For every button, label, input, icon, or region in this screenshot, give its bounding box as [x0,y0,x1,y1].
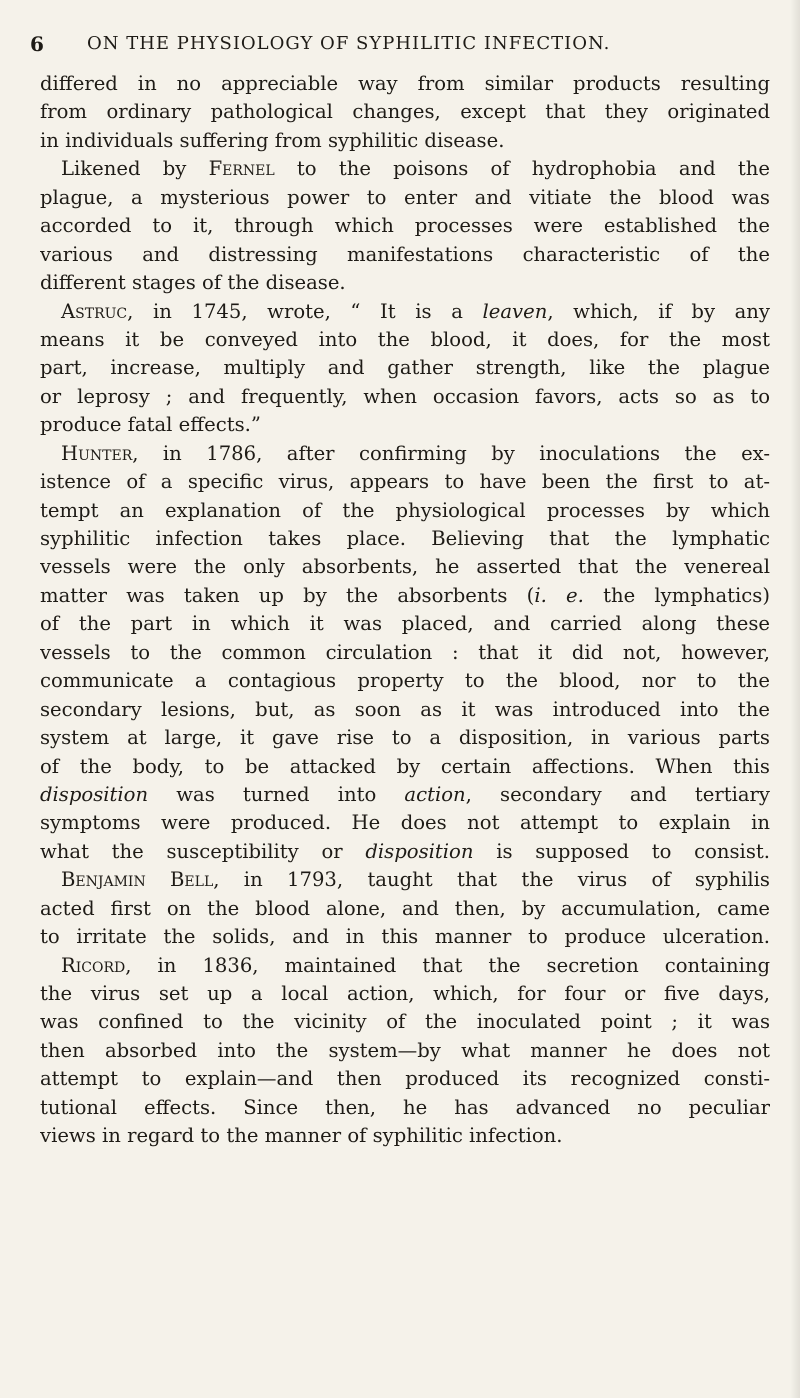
text-line: views in regard to the manner of syphilitic infection. [40,1124,563,1148]
text-line: produce fatal effects.” [40,413,261,437]
text-line: syphilitic infection takes place. Believing that the lymphatic [40,527,770,550]
text-line: istence of a specific virus, appears to have been the first to at- [40,470,770,494]
text-line: of the part in which it was placed, and carried along these [40,612,770,636]
text-line: vessels were the only absorbents, he asserted that the venereal [40,555,770,579]
text-line: Benjamin Bell, in 1793, taught that the virus of syphilis [61,868,770,892]
text-line: differed in no appreciable way from similar products resulting [40,72,770,95]
author-name: Benjamin Bell [61,868,214,892]
text-line: what the susceptibility or disposition is supposed to consist. [40,839,770,863]
text-line: acted first on the blood alone, and then, by accumulation, came [40,896,770,920]
text-line: then absorbed into the system—by what manner he does not [40,1038,770,1062]
text-line: symptoms were produced. He does not attempt to explain in [40,811,770,835]
running-head: ON THE PHYSIOLOGY OF SYPHILITIC INFECTION. [87,33,611,54]
text-line: means it be conveyed into the blood, it does, for the most [40,327,770,351]
text-line: Likened by Fernel to the poisons of hydrophobia and the [61,157,770,181]
text-line: secondary lesions, but, as soon as it was introduced into the [40,697,770,721]
page-header [30,32,770,62]
page-edge-shadow [790,0,800,1398]
text-line: from ordinary pathological changes, except that they originated [40,100,770,124]
author-name: Ricord [61,953,126,977]
page-number: 6 [30,32,45,56]
author-name: Fernel [208,157,275,181]
text-line: Hunter, in 1786, after confirming by inoculations the ex- [61,441,770,465]
text-line: vessels to the common circulation : that it did not, however, [40,640,770,664]
text-line: system at large, it gave rise to a disposition, in various parts [40,726,770,750]
text-line: tempt an explanation of the physiological processes by which [40,498,770,522]
text-line: communicate a contagious property to the blood, nor to the [40,669,770,693]
text-line: plague, a mysterious power to enter and vitiate the blood was [40,185,770,209]
text-line: in individuals suffering from syphilitic disease. [40,128,505,152]
text-line: attempt to explain—and then produced its recognized consti- [40,1067,770,1091]
text-line: was confined to the vicinity of the inoculated point ; it was [40,1010,770,1034]
text-line: matter was taken up by the absorbents (i. e. the lymphatics) [40,583,770,607]
text-line: to irritate the solids, and in this manner to produce ulceration. [40,925,770,949]
text-line: Astruc, in 1745, wrote, “ It is a leaven, which, if by any [61,299,770,323]
author-name: Hunter [61,441,133,465]
author-name: Astruc [61,299,128,323]
text-line: of the body, to be attacked by certain affections. When this [40,754,770,778]
text-line: various and distressing manifestations characteristic of the [40,242,770,266]
text-line: different stages of the disease. [40,271,346,295]
text-line: part, increase, multiply and gather strength, like the plague [40,356,770,380]
text-line: Ricord, in 1836, maintained that the secretion containing [61,953,770,977]
text-line: or leprosy ; and frequently, when occasion favors, acts so as to [40,384,770,408]
text-line: disposition was turned into action, secondary and tertiary [40,782,770,806]
text-line: the virus set up a local action, which, for four or five days, [40,982,770,1005]
text-line: accorded to it, through which processes were established the [40,214,770,238]
text-line: tutional effects. Since then, he has advanced no peculiar [40,1095,770,1119]
body-text [40,70,770,1151]
